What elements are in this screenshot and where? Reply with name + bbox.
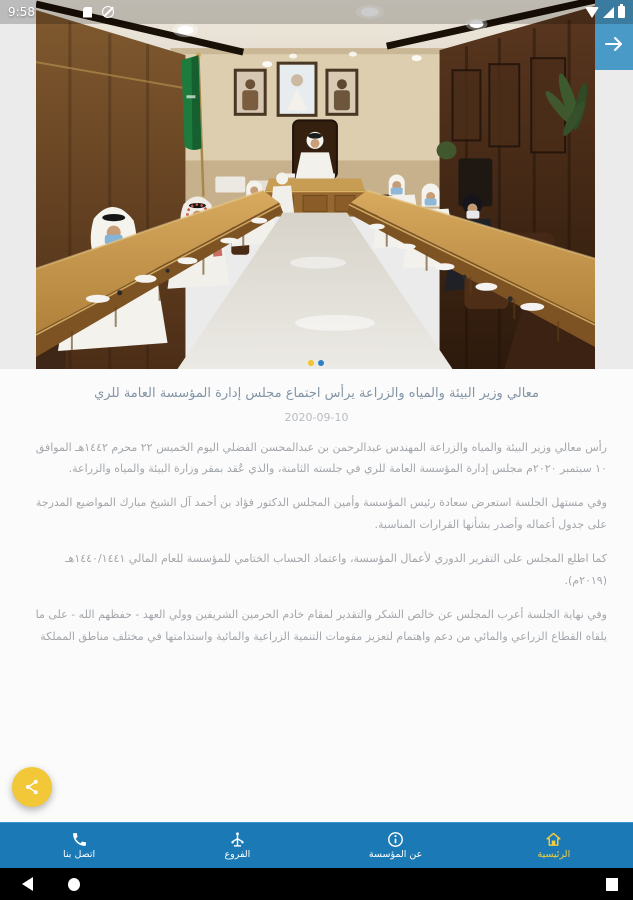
article-paragraph-3: كما اطلع المجلس على التقرير الدوري لأعمال المؤسسة، واعتماد الحساب الختامي للمؤسسة للعام المالي ١٤٤٠/١٤٤١هـ (٢٠١٩م). [65, 552, 607, 587]
status-bar [0, 0, 633, 24]
android-back-button[interactable] [15, 868, 39, 900]
article-paragraph-4: وفي نهاية الجلسة أعرب المجلس عن خالص الشكر والتقدير لمقام خادم الحرمين الشريفين وولي العهد - حفظهم الله - على ما يلقاه القطاع الزراعي والمائي من دعم واهتمام لتعزيز مقومات التنمية الزراعية والمائية واستدامتها في مختلف مناطق المملكة [35, 608, 607, 643]
share-fab-button[interactable] [12, 767, 52, 807]
meeting-photo[interactable] [36, 0, 595, 369]
screenshot-icon [83, 7, 92, 18]
clock: 9:58 [8, 5, 35, 19]
arrow-right-icon [604, 36, 624, 52]
carousel-dot-active[interactable] [308, 360, 314, 366]
android-recents-button[interactable] [600, 868, 624, 900]
nav-label: الرئيسية [537, 849, 571, 861]
home-icon [545, 831, 562, 848]
carousel-photo-band [0, 0, 633, 369]
carousel-dots [308, 360, 324, 366]
signal-icon [603, 7, 614, 18]
share-icon [23, 778, 41, 796]
article-paragraph-1: رأس معالي وزير البيئة والمياه والزراعة المهندس عبدالرحمن بن عبدالمحسن الفضلي اليوم الخميس ٢٢ محرم ١٤٤٢هـ الموافق ١٠ سبتمبر ٢٠٢٠م مجلس إدارة المؤسسة العامة للري في جلسته الثامنة، والذي عُقد بمقر وزارة البيئة والمياه والزراعة. [35, 440, 607, 475]
android-home-button[interactable] [62, 868, 86, 900]
status-icons [585, 6, 625, 18]
nav-item-home[interactable] [475, 823, 633, 868]
nav-label: اتصل بنا [63, 849, 96, 861]
article-title: معالي وزير البيئة والمياه والزراعة يرأس اجتماع مجلس إدارة المؤسسة العامة للري [94, 386, 539, 401]
home-circle-icon [68, 878, 80, 891]
nav-item-contact[interactable] [0, 823, 158, 868]
nav-item-about[interactable] [317, 823, 475, 868]
branches-icon [229, 831, 246, 848]
nav-item-branches[interactable] [158, 823, 316, 868]
info-icon [387, 831, 404, 848]
article-date: 2020-09-10 [284, 410, 349, 424]
meeting-room-illustration [36, 0, 595, 369]
wifi-icon [585, 7, 599, 18]
android-nav-bar [0, 868, 633, 900]
battery-icon [618, 6, 625, 18]
carousel-dot[interactable] [318, 360, 324, 366]
bottom-navigation [0, 822, 633, 868]
article-content [0, 372, 633, 647]
recents-square-icon [606, 878, 618, 891]
nav-label: عن المؤسسة [368, 849, 423, 861]
article-paragraph-2: وفي مستهل الجلسة استعرض سعادة رئيس المؤسسة وأمين المجلس الدكتور فؤاد بن أحمد آل الشيخ مبارك المواضيع المدرجة على جدول أعماله وأصدر بشأنها القرارات المناسبة. [35, 496, 607, 531]
phone-icon [71, 831, 88, 848]
nav-label: الفروع [224, 849, 251, 861]
data-saver-icon [102, 6, 114, 18]
back-triangle-icon [22, 877, 33, 891]
